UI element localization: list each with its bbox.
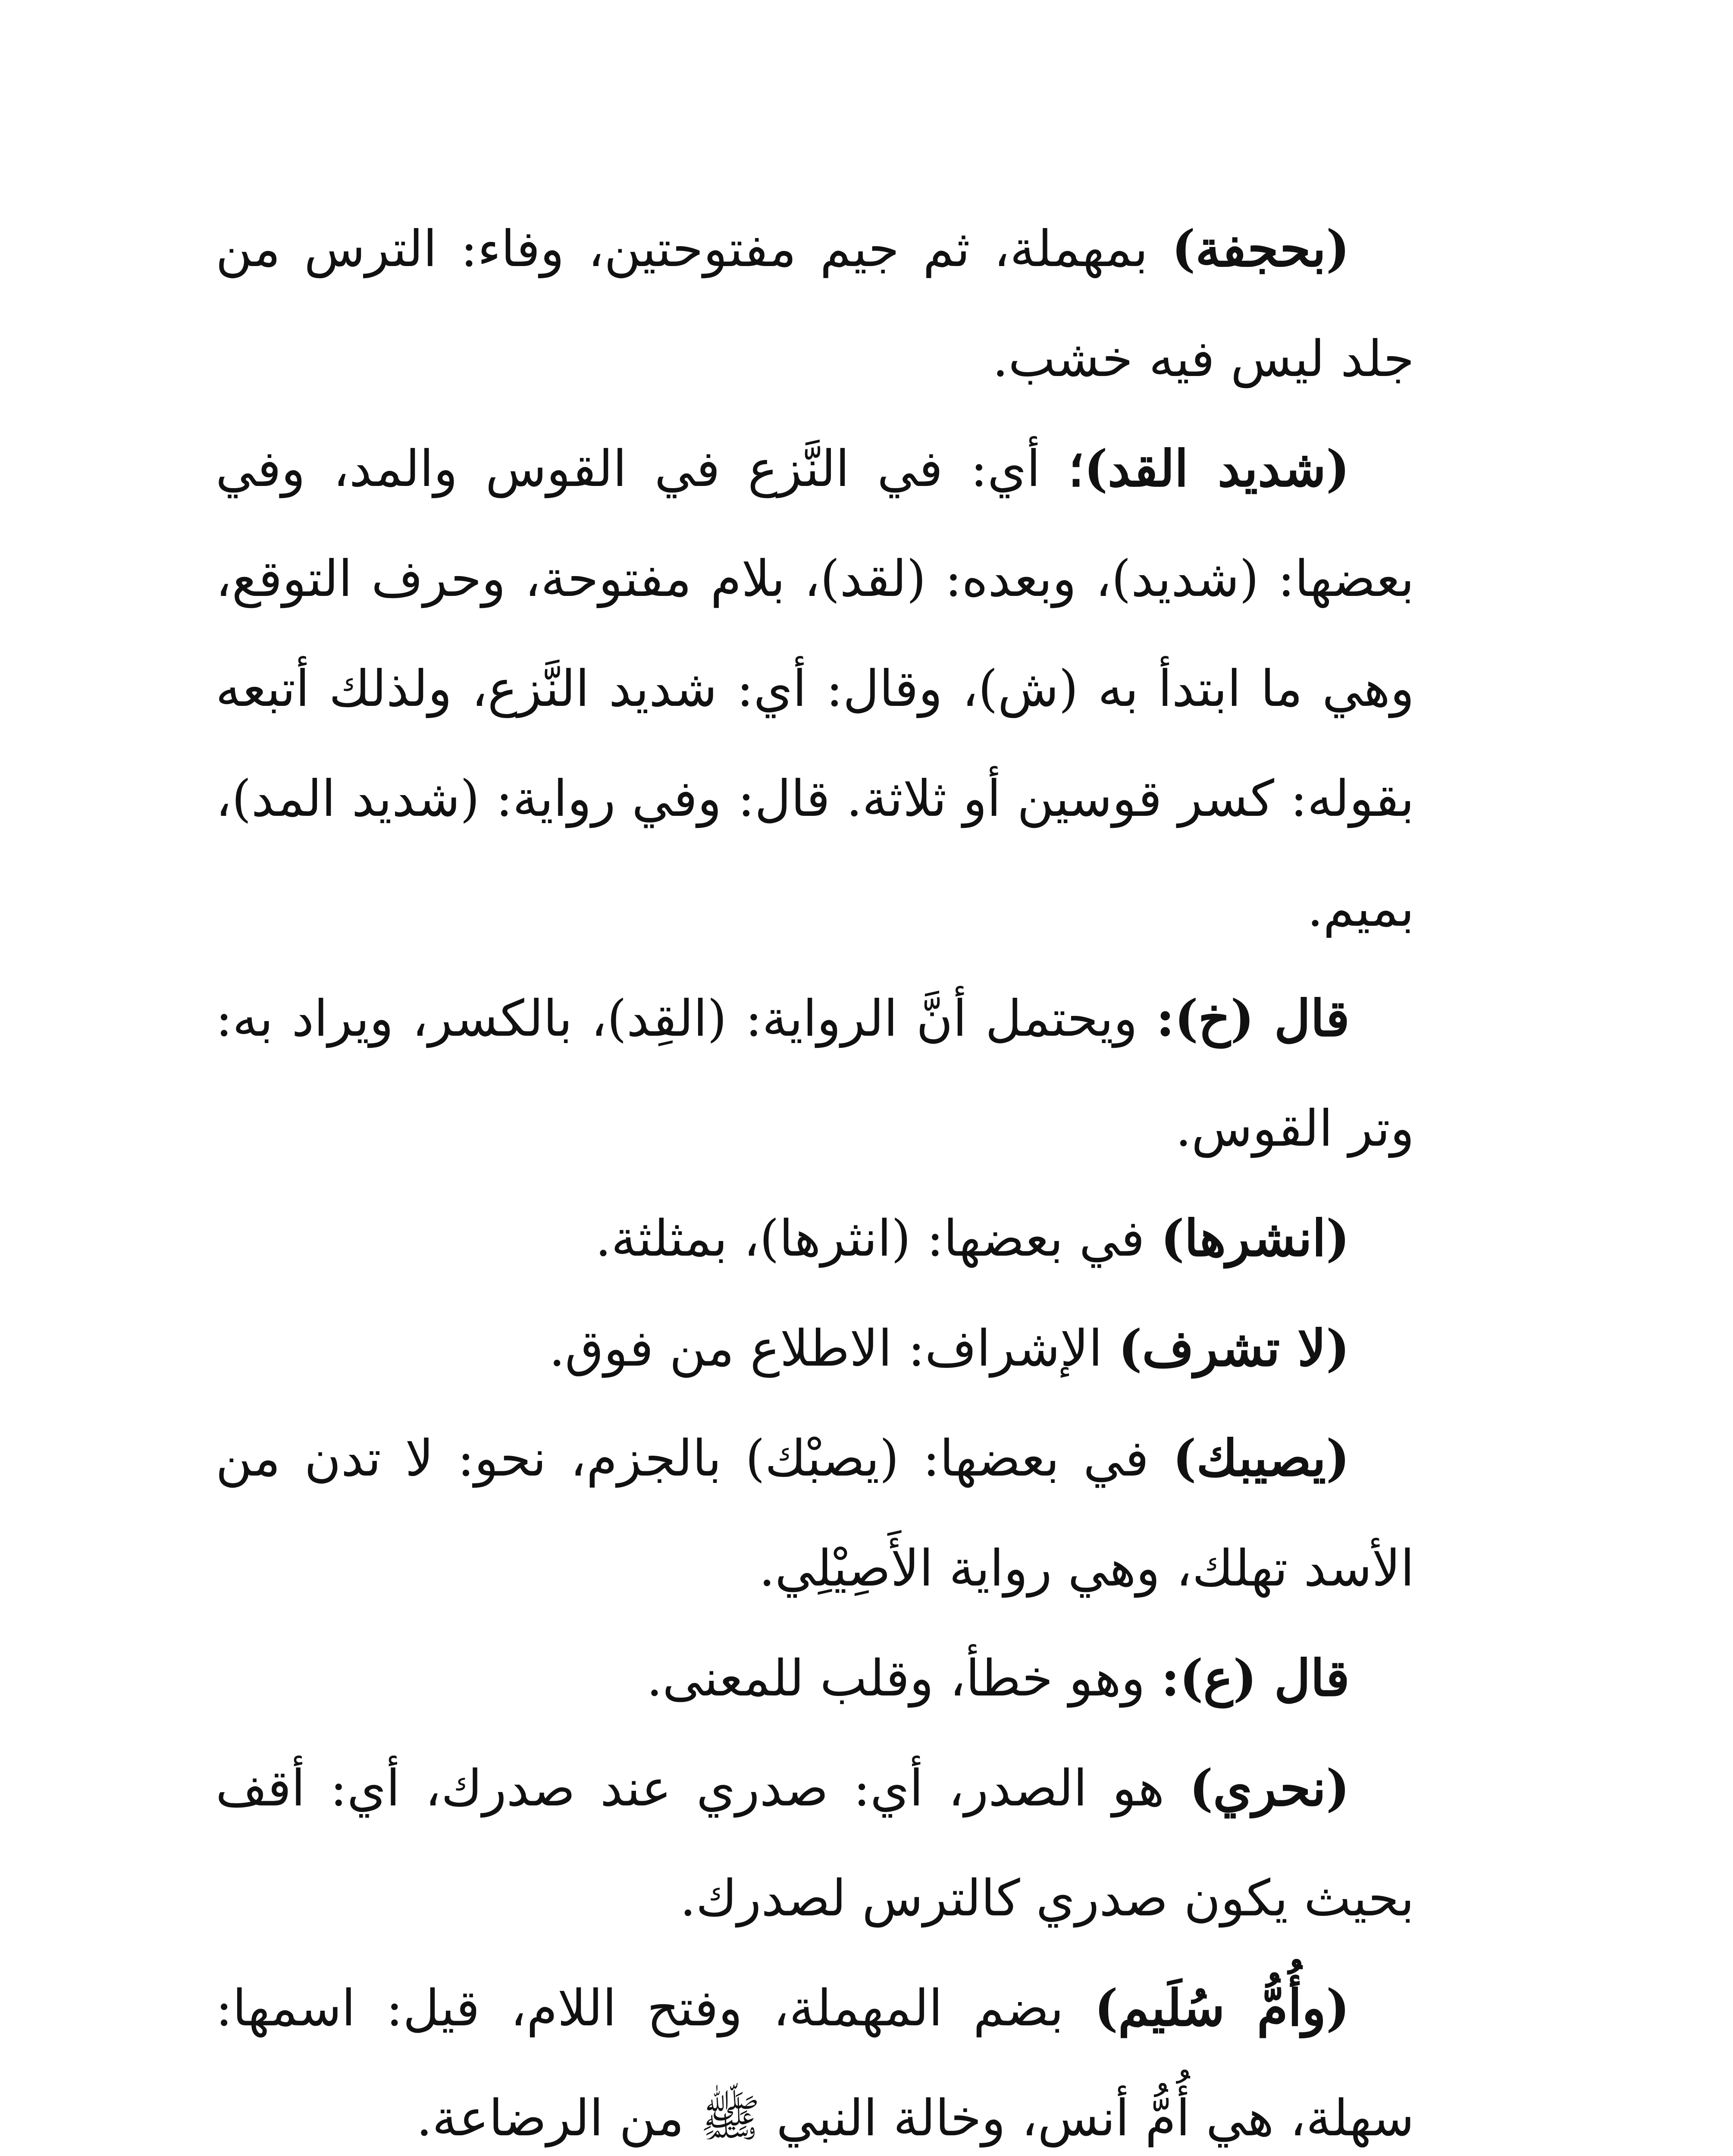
term-heading: قال (خ): bbox=[1156, 989, 1350, 1048]
paragraph-text: هو الصدر، أي: صدري عند صدرك، أي: أقف بحيث يكون صدري كالترس لصدرك. bbox=[216, 1759, 1414, 1927]
term-heading: (شديد القد)؛ bbox=[1068, 439, 1350, 498]
term-heading: (يصيبك) bbox=[1172, 1429, 1350, 1488]
paragraph-bahajafa bbox=[216, 194, 1414, 414]
term-heading: قال (ع): bbox=[1161, 1649, 1350, 1708]
paragraph-qal-kh bbox=[216, 964, 1414, 1184]
term-heading: (لا تشرف) bbox=[1118, 1319, 1350, 1378]
paragraph-text: وهو خطأ، وقلب للمعنى. bbox=[646, 1649, 1161, 1708]
paragraph-nahri bbox=[216, 1733, 1414, 1953]
paragraph-text: بضم المهملة، وفتح اللام، قيل: اسمها: سهلة، هي أُمُّ أنس، وخالة النبي ﷺ من الرضاعة. bbox=[216, 1979, 1414, 2147]
page-body bbox=[216, 194, 1414, 2156]
paragraph-text: الإشراف: الاطلاع من فوق. bbox=[549, 1319, 1119, 1378]
paragraph-shadid-alqad bbox=[216, 414, 1414, 964]
paragraph-text: أي: في النَّزع في القوس والمد، وفي بعضها: (شديد)، وبعده: (لقد)، بلام مفتوحة، وحرف التوقع، وهي ما ابتدأ به (ش)، وقال: أي: شديد النَّزع، ولذلك أتبعه بقوله: كسر قوسين أو ثلاثة. قال: وفي رواية: (شديد المد)، بميم. bbox=[216, 440, 1415, 938]
term-heading: (بحجفة) bbox=[1172, 219, 1350, 278]
term-heading: (انشرها) bbox=[1160, 1209, 1350, 1268]
paragraph-text: ويحتمل أنَّ الرواية: (القِد)، بالكسر، ويراد به: وتر القوس. bbox=[216, 990, 1414, 1158]
paragraph-text: بمهملة، ثم جيم مفتوحتين، وفاء: الترس من جلد ليس فيه خشب. bbox=[216, 220, 1414, 388]
paragraph-unshurha bbox=[216, 1184, 1414, 1294]
paragraph-yusibuk bbox=[216, 1404, 1414, 1623]
term-heading: (وأُمُّ سُلَيم) bbox=[1094, 1979, 1350, 2037]
paragraph-umm-sulaym bbox=[216, 1953, 1414, 2156]
paragraph-text: في بعضها: (انثرها)، بمثلثة. bbox=[595, 1210, 1161, 1268]
term-heading: (نحري) bbox=[1189, 1759, 1350, 1818]
paragraph-qal-ain bbox=[216, 1623, 1414, 1733]
paragraph-text: في بعضها: (يصبْك) بالجزم، نحو: لا تدن من الأسد تهلك، وهي رواية الأَصِيْلِي. bbox=[216, 1429, 1414, 1598]
paragraph-la-tushrif bbox=[216, 1294, 1414, 1404]
